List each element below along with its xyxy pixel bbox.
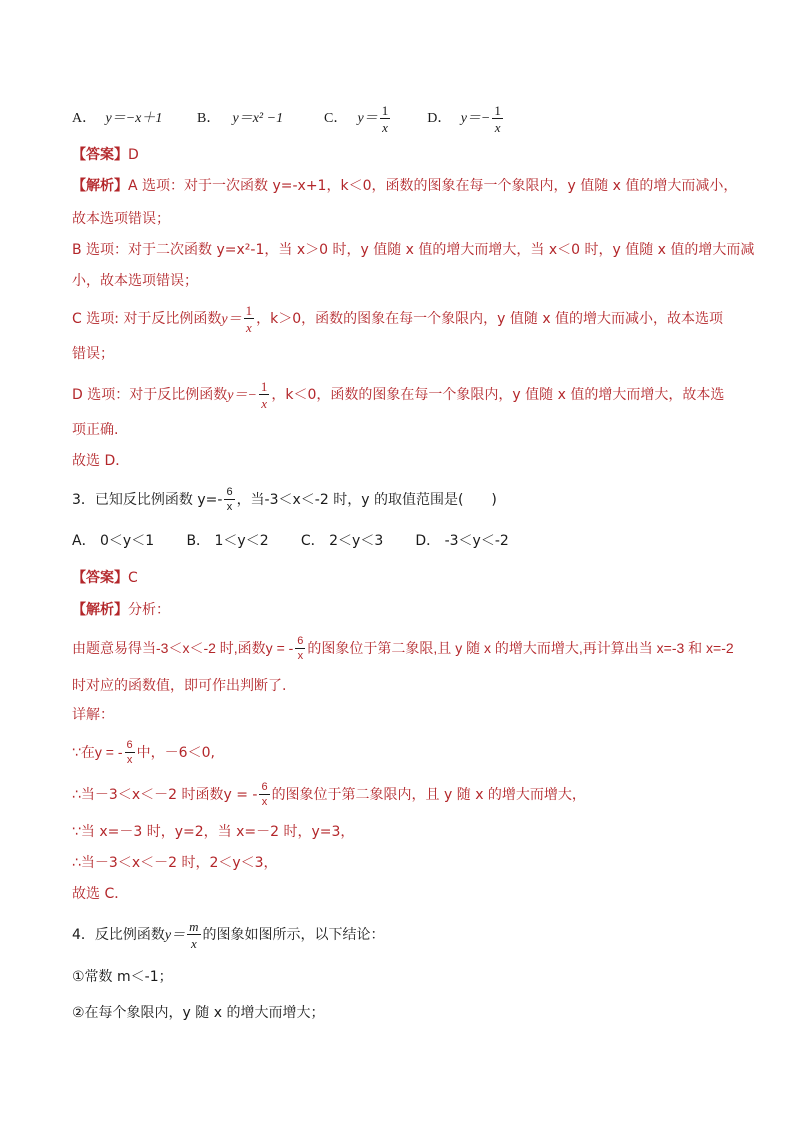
q2-option-c-analysis — [72, 304, 732, 334]
fraction — [295, 636, 305, 662]
fraction — [187, 920, 200, 950]
q2-analysis-line-2: 故本选项错误； — [72, 211, 170, 227]
fraction — [244, 304, 255, 334]
answer-value: C — [128, 570, 138, 586]
q2-option-d-analysis-line-2: 项正确. — [72, 422, 119, 438]
math-expr: y＝− — [227, 388, 257, 403]
q2-option-c-fraction — [380, 104, 391, 134]
analysis-text: 的图象位于第二象限,且 y 随 x 的增大而增大,再计算出当 x=-3 和 x=-2 — [307, 640, 734, 656]
q2-option-d-letter: D． — [427, 111, 452, 127]
q2-option-a-expr: y＝−x＋1 — [105, 111, 163, 127]
question-text: ，当-3＜x＜-2 时，y 的取值范围是( ) — [236, 492, 497, 508]
fraction — [259, 782, 269, 808]
q3-analysis-line-2: 时对应的函数值，即可作出判断了. — [72, 678, 287, 694]
fraction-numerator: 6 — [261, 781, 268, 793]
q2-analysis-line-1 — [72, 176, 738, 196]
analysis-text: ∵在y = - — [72, 744, 123, 760]
q3-options — [72, 531, 732, 551]
fraction-denominator: x — [245, 320, 252, 335]
fraction-numerator: 6 — [297, 635, 304, 647]
analysis-tag: 【解析】 — [72, 602, 128, 618]
analysis-text: 中，－6＜0, — [136, 745, 215, 761]
analysis-text: 分析： — [128, 602, 170, 618]
fraction-denominator: x — [190, 936, 197, 951]
q2-option-b-expr: y＝x² −1 — [232, 111, 284, 127]
q2-option-d-fraction — [492, 104, 503, 134]
fraction-numerator: 1 — [381, 103, 389, 118]
analysis-tag: 【解析】 — [72, 178, 128, 194]
analysis-text: 由题意易得当-3＜x＜-2 时,函数y = - — [72, 640, 294, 656]
fraction-numerator: 1 — [260, 379, 268, 394]
q2-option-b-letter: B． — [197, 111, 221, 127]
fraction-denominator: x — [382, 120, 388, 135]
q2-option-a-letter: A． — [72, 111, 97, 127]
q3-detail-line-2 — [72, 782, 732, 808]
analysis-text: ，k＞0，函数的图象在每一个象限内，y 值随 x 值的增大而减小，故本选项 — [256, 311, 724, 327]
q3-analysis-line-1 — [72, 636, 732, 662]
fraction-numerator: 6 — [226, 486, 233, 498]
q3-analysis-head — [72, 600, 732, 620]
q4-stem — [72, 920, 732, 950]
q3-detail-line-3: ∵当 x=－3 时，y=2，当 x=－2 时，y=3， — [72, 824, 355, 840]
fraction-denominator: x — [261, 396, 268, 411]
math-expr: y＝ — [164, 928, 186, 943]
answer-value: D — [128, 147, 139, 163]
q3-stem — [72, 487, 732, 513]
q3-option-c: C． 2＜y＜3 — [300, 533, 384, 549]
q3-option-d: D． -3＜y＜-2 — [415, 533, 509, 549]
q4-item-1: ①常数 m＜-1； — [72, 969, 173, 985]
fraction — [125, 740, 135, 766]
q2-conclusion: 故选 D． — [72, 453, 130, 469]
fraction-denominator: x — [261, 796, 268, 808]
q3-detail-line-4: ∴当－3＜x＜－2 时，2＜y＜3， — [72, 855, 278, 871]
q3-detail-head: 详解： — [72, 707, 114, 723]
question-text: 的图象如图所示，以下结论： — [202, 927, 385, 943]
q2-option-d-pre: y＝− — [460, 111, 491, 127]
q2-option-d-analysis — [72, 380, 732, 410]
q3-answer — [72, 568, 732, 588]
question-text: 4．反比例函数 — [72, 927, 165, 943]
answer-tag: 【答案】 — [72, 147, 128, 163]
q4-item-2: ②在每个象限内，y 随 x 的增大而增大； — [72, 1005, 325, 1021]
answer-tag: 【答案】 — [72, 570, 128, 586]
q3-option-a: A． 0＜y＜1 — [72, 533, 155, 549]
fraction-denominator: x — [126, 754, 133, 766]
q3-detail-line-1 — [72, 740, 732, 766]
fraction-numerator: m — [189, 919, 199, 934]
fraction-numerator: 1 — [245, 303, 253, 318]
fraction-denominator: x — [297, 650, 304, 662]
math-expr: y＝ — [221, 312, 242, 327]
q2-option-c-analysis-line-2: 错误； — [72, 346, 114, 362]
analysis-text: A 选项：对于一次函数 y=-x+1，k＜0，函数的图象在每一个象限内，y 值随 x 值的增大而减小， — [128, 178, 738, 194]
q3-conclusion: 故选 C． — [72, 886, 129, 902]
q2-option-c-pre: y＝ — [357, 111, 378, 127]
analysis-text: C 选项: 对于反比例函数 — [72, 311, 222, 327]
q3-option-b: B． 1＜y＜2 — [186, 533, 269, 549]
fraction — [259, 380, 270, 410]
q2-analysis-line-4: 小，故本选项错误； — [72, 273, 198, 289]
analysis-text: 的图象位于第二象限内，且 y 随 x 的增大而增大， — [271, 787, 586, 803]
q2-option-c-letter: C． — [324, 111, 348, 127]
fraction-denominator: x — [494, 120, 501, 135]
analysis-text: D 选项：对于反比例函数 — [72, 387, 228, 403]
q2-answer — [72, 145, 732, 165]
q2-analysis-line-3: B 选项：对于二次函数 y=x²-1，当 x＞0 时，y 值随 x 值的增大而增大，当 x＜0 时，y 值随 x 值的增大而减 — [72, 242, 755, 258]
fraction-denominator: x — [226, 501, 233, 513]
q2-options — [72, 104, 732, 134]
fraction-numerator: 1 — [494, 103, 501, 118]
analysis-text: ∴当－3＜x＜－2 时函数y = - — [72, 787, 258, 803]
question-text: 3．已知反比例函数 y=- — [72, 492, 223, 508]
fraction — [224, 487, 234, 513]
fraction-numerator: 6 — [126, 739, 133, 751]
analysis-text: ，k＜0，函数的图象在每一个象限内，y 值随 x 值的增大而增大，故本选 — [271, 387, 725, 403]
